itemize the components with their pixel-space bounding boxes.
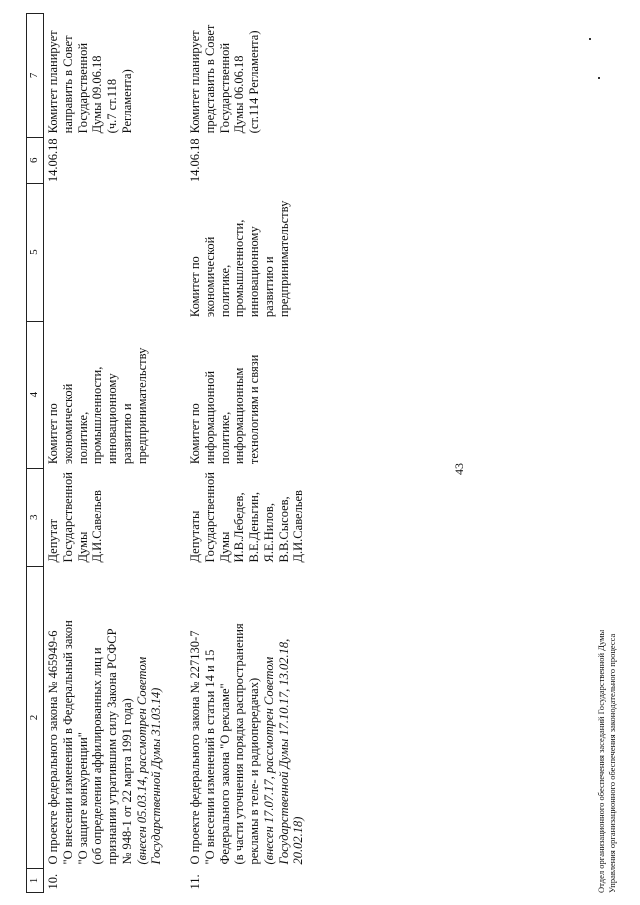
date-cell: 14.06.18 — [188, 138, 202, 183]
bill-authors-line: Думы — [75, 531, 90, 563]
co-committee-line: экономической — [202, 236, 217, 318]
bill-authors-line: Государственной — [60, 472, 75, 563]
spacer-cell — [166, 137, 186, 183]
planned-action-line: Государственной — [75, 42, 90, 134]
bill-description-line: (в части уточнения порядка распространения — [232, 623, 247, 865]
responsible-committee-line: Комитет по — [188, 403, 202, 465]
bill-authors-line: Я.Е.Нилов, — [261, 503, 276, 563]
responsible-committee-line: информационным — [232, 367, 247, 465]
responsible-committee-line: политике, — [217, 411, 232, 465]
planned-action — [44, 13, 167, 137]
responsible-committee-line: развитию и — [119, 403, 134, 465]
column-header-5: 5 — [27, 183, 44, 321]
spacer-cell — [166, 567, 186, 869]
planned-action-line: Думы 06.06.18 — [232, 55, 247, 134]
footer — [596, 630, 617, 893]
bill-description-line: О проекте федерального закона № 465949-6 — [46, 630, 60, 865]
bill-description-line: Федерального закона "О рекламе" — [217, 683, 232, 865]
planned-action-line: (ч.7 ст.118 — [105, 78, 119, 134]
bill-description-line: признании утратившим силу Закона РСФСР — [105, 628, 119, 865]
responsible-committee-line: предпринимательству — [134, 347, 149, 465]
spacer-cell — [166, 321, 186, 468]
responsible-committee-line: экономической — [60, 383, 75, 465]
bill-authors-line: Государственной — [202, 472, 217, 563]
column-header-3: 3 — [27, 468, 44, 566]
planned-action — [186, 13, 308, 137]
bill-authors-line: В.Е.Деньгин, — [247, 492, 261, 563]
header-row — [27, 13, 44, 892]
bill-authors — [186, 468, 308, 566]
row-spacer — [166, 13, 186, 892]
bill-description-line: "О внесении изменений в Федеральный закон — [60, 620, 75, 865]
bill-description-note-line: (внесен 17.07.17, рассмотрен Советом — [261, 656, 276, 865]
bill-authors-line: И.В.Лебедев, — [232, 492, 247, 563]
table-row — [186, 13, 308, 892]
bill-description-note-line: (внесен 05.03.14, рассмотрен Советом — [134, 656, 149, 865]
responsible-committee-line: Комитет по — [46, 403, 60, 465]
planned-action-line: представить в Совет — [202, 24, 217, 134]
bill-description-line: (об определении аффилированных лиц и — [90, 647, 105, 865]
bill-authors-line: Депутаты — [188, 510, 202, 563]
bill-description — [186, 567, 308, 869]
bill-description-line: "О защите конкуренции" — [75, 732, 90, 865]
agenda-table — [26, 13, 308, 893]
co-committee-line: развитию и — [261, 256, 276, 318]
planned-action-line: Государственной — [217, 42, 232, 134]
planned-action-line: Комитет планирует — [46, 30, 60, 134]
spacer-cell — [166, 869, 186, 893]
column-header-1: 1 — [27, 869, 44, 893]
spacer-cell — [166, 468, 186, 566]
bill-authors-line: Депутат — [46, 519, 60, 563]
responsible-committee — [44, 321, 167, 468]
column-header-4: 4 — [27, 321, 44, 468]
date-cell: 14.06.18 — [46, 138, 60, 183]
responsible-committee-line: промышленности, — [90, 366, 105, 465]
co-committee — [186, 183, 308, 321]
bill-description-line: № 948-1 от 22 марта 1991 года) — [119, 698, 134, 865]
column-header-2: 2 — [27, 567, 44, 869]
responsible-committee-line: информационной — [202, 370, 217, 465]
spacer-cell — [166, 13, 186, 137]
table-body — [44, 13, 309, 892]
bill-description — [44, 567, 167, 869]
responsible-committee — [186, 321, 308, 468]
responsible-committee-line: политике, — [75, 411, 90, 465]
bill-description-line: "О внесении изменений в статьи 14 и 15 — [202, 649, 217, 865]
responsible-committee-line: инновационному — [105, 373, 119, 465]
bill-description-note-line: Государственной Думы 17.10.17, 13.02.18, — [276, 638, 291, 865]
column-header-6: 6 — [27, 137, 44, 183]
bill-authors-line: Д.И.Савельев — [90, 490, 105, 563]
co-committee-line: Комитет по — [188, 256, 202, 318]
table-row — [44, 13, 167, 892]
bill-authors — [44, 468, 167, 566]
spacer-cell — [166, 183, 186, 321]
co-committee-line: промышленности, — [232, 219, 247, 318]
co-committee-line: инновационному — [247, 226, 261, 318]
bill-description-line: О проекте федерального закона № 227130-7 — [188, 630, 202, 865]
row-number: 10. — [46, 873, 60, 890]
bill-authors-line: Думы — [217, 531, 232, 563]
co-committee — [44, 183, 167, 321]
bill-description-note-line: Государственной Думы 31.03.14) — [149, 687, 164, 865]
footer-line-2: Управления организационного обеспечения законодательного процесса — [606, 633, 617, 893]
co-committee-line: предпринимательству — [276, 200, 291, 318]
column-header-7: 7 — [27, 13, 44, 137]
scan-speck — [598, 77, 600, 79]
scan-speck — [589, 38, 591, 40]
row-number: 11. — [188, 874, 202, 890]
bill-description-line: рекламы в теле- и радиопередачах) — [247, 677, 261, 865]
planned-action-line: Думы 09.06.18 — [90, 55, 105, 134]
co-committee-line: политике, — [217, 264, 232, 318]
page-number: 43 — [452, 463, 466, 475]
planned-action-line: Регламента) — [119, 69, 134, 134]
planned-action-line: направить в Совет — [60, 35, 75, 134]
footer-line-1: Отдел организационного обеспечения заседаний Государственной Думы — [596, 629, 606, 893]
planned-action-line: Комитет планирует — [188, 30, 202, 134]
responsible-committee-line: технологиям и связи — [247, 354, 261, 465]
bill-authors-line: В.В.Сысоев, — [276, 496, 291, 563]
bill-authors-line: Д.И.Савельев — [291, 490, 306, 563]
planned-action-line: (ст.114 Регламента) — [247, 30, 261, 134]
bill-description-note-line: 20.02.18) — [291, 816, 306, 865]
